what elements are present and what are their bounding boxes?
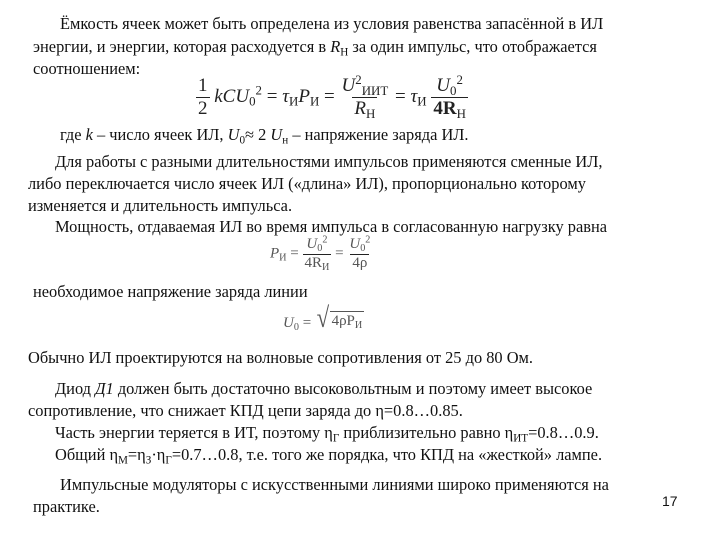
subscript: ИИТ bbox=[361, 82, 389, 98]
paragraph-2-line-1 bbox=[55, 152, 602, 172]
fraction-u0-over-4r bbox=[303, 234, 332, 273]
text: либо переключается число ячеек ИЛ («длина» ИЛ), пропорционально которому bbox=[28, 174, 586, 193]
superscript: 2 bbox=[355, 71, 362, 87]
text: Диод bbox=[55, 379, 96, 398]
tau-symbol: τ bbox=[410, 85, 418, 107]
tau-symbol: τ bbox=[282, 85, 290, 107]
denominator bbox=[350, 254, 369, 272]
equals: = bbox=[324, 85, 335, 107]
text: где bbox=[60, 125, 86, 144]
fraction-u-over-r bbox=[340, 71, 391, 121]
u-symbol: U bbox=[270, 125, 283, 144]
voltage-symbol: U bbox=[436, 75, 451, 96]
kcu-term: kCU bbox=[214, 85, 250, 107]
where-line bbox=[60, 125, 469, 145]
text: соотношением: bbox=[33, 59, 141, 78]
denominator bbox=[352, 97, 377, 119]
text: ≈ 2 bbox=[245, 125, 271, 144]
text: 4ρP bbox=[331, 313, 355, 329]
voltage-equation bbox=[283, 305, 364, 334]
k-symbol: k bbox=[85, 125, 93, 144]
radicand bbox=[330, 311, 365, 330]
superscript: 2 bbox=[322, 234, 328, 246]
text: изменяется и длительность импульса. bbox=[28, 196, 293, 215]
paragraph-1-line-1 bbox=[60, 14, 603, 34]
text: =η bbox=[127, 445, 146, 464]
denominator bbox=[431, 97, 468, 119]
radical-sign: √ bbox=[316, 303, 329, 334]
voltage-symbol: U bbox=[306, 236, 318, 252]
text: =0.7…0.8, т.е. того же порядка, что КПД на «жесткой» лампе. bbox=[171, 445, 603, 464]
subscript: 0 bbox=[317, 243, 323, 255]
paragraph-4-line bbox=[33, 282, 308, 302]
text: Общий η bbox=[55, 445, 119, 464]
voltage-symbol: U bbox=[349, 236, 361, 252]
paragraph-7-line-2 bbox=[55, 445, 602, 465]
paragraph-2-line-3 bbox=[28, 196, 292, 216]
text: =0.8…0.9. bbox=[528, 423, 599, 442]
denominator: 2 bbox=[198, 97, 208, 119]
u-symbol: U bbox=[227, 125, 240, 144]
numerator: 1 bbox=[198, 75, 208, 96]
subscript: И bbox=[417, 93, 427, 109]
energy-equation bbox=[196, 71, 468, 121]
equals: = bbox=[394, 85, 406, 107]
subscript: н bbox=[282, 134, 289, 147]
power-symbol: P bbox=[298, 85, 310, 107]
equals: = bbox=[335, 245, 344, 262]
numerator bbox=[347, 234, 372, 255]
paragraph-5-line bbox=[28, 348, 533, 368]
fraction-u0-over-4r bbox=[431, 71, 468, 121]
paragraph-7-line-1 bbox=[55, 423, 599, 443]
subscript: Н bbox=[456, 105, 466, 121]
page-number: 17 bbox=[662, 493, 678, 509]
text: сопротивление, что снижает КПД цепи заряда до η=0.8…0.85. bbox=[28, 401, 463, 420]
voltage-symbol: U bbox=[283, 315, 294, 331]
text: Импульсные модуляторы с искусственными линиями широко применяются на bbox=[60, 475, 609, 494]
resistance-symbol: R bbox=[354, 97, 366, 119]
text: Ёмкость ячеек может быть определена из условия равенства запасённой в ИЛ bbox=[60, 14, 604, 33]
numerator bbox=[304, 234, 329, 255]
four-r: 4R bbox=[304, 254, 323, 271]
power-equation bbox=[270, 234, 372, 273]
power-symbol: P bbox=[270, 245, 280, 262]
paragraph-8-line-1 bbox=[60, 475, 609, 495]
subscript: 0 bbox=[249, 93, 256, 109]
text: Мощность, отдаваемая ИЛ во время импульса в согласованную нагрузку равна bbox=[55, 217, 608, 236]
numerator bbox=[434, 71, 465, 98]
subscript: И bbox=[279, 252, 287, 264]
text: практике. bbox=[33, 497, 100, 516]
equals: = bbox=[266, 85, 278, 107]
fraction-one-half bbox=[196, 76, 210, 119]
text: ·η bbox=[151, 445, 166, 464]
subscript: И bbox=[354, 320, 363, 332]
subscript: И bbox=[322, 261, 330, 273]
denominator bbox=[303, 254, 332, 272]
subscript: Н bbox=[366, 105, 376, 121]
subscript: 0 bbox=[450, 82, 457, 98]
text: должен быть достаточно высоковольтным и поэтому имеет высокое bbox=[113, 379, 593, 398]
text: необходимое напряжение заряда линии bbox=[33, 282, 308, 301]
subscript: З bbox=[145, 454, 152, 467]
subscript: 0 bbox=[239, 134, 246, 147]
subscript: Н bbox=[340, 46, 349, 59]
subscript: М bbox=[118, 454, 128, 467]
superscript: 2 bbox=[365, 234, 371, 246]
four-rho: 4ρ bbox=[352, 254, 368, 271]
voltage-symbol: U bbox=[341, 75, 356, 96]
fraction-u0-over-4rho bbox=[347, 234, 372, 272]
text: за один импульс, что отображается bbox=[348, 37, 597, 56]
text: – напряжение заряда ИЛ. bbox=[288, 125, 469, 144]
text: Обычно ИЛ проектируются на волновые сопротивления от 25 до 80 Ом. bbox=[28, 348, 534, 367]
subscript: 0 bbox=[360, 243, 366, 255]
numerator bbox=[340, 71, 391, 98]
equals: = bbox=[302, 315, 312, 331]
subscript: И bbox=[309, 93, 320, 109]
paragraph-3-line-1 bbox=[55, 217, 607, 237]
text: Для работы с разными длительностями импульсов применяются сменные ИЛ, bbox=[55, 152, 603, 171]
equals: = bbox=[290, 245, 299, 262]
subscript: 0 bbox=[293, 322, 299, 334]
paragraph-1-line-2 bbox=[33, 37, 597, 57]
four-r: 4R bbox=[433, 97, 457, 119]
paragraph-6-line-2 bbox=[28, 401, 463, 421]
subscript: ИТ bbox=[513, 432, 529, 445]
paragraph-6-line-1 bbox=[55, 379, 592, 399]
paragraph-8-line-2 bbox=[33, 497, 100, 517]
paragraph-1-line-3 bbox=[33, 59, 140, 79]
subscript: И bbox=[289, 93, 299, 109]
superscript: 2 bbox=[255, 82, 262, 98]
paragraph-2-line-2 bbox=[28, 174, 586, 194]
text: – число ячеек ИЛ, bbox=[92, 125, 228, 144]
square-root bbox=[315, 305, 364, 334]
subscript: Г bbox=[165, 454, 172, 467]
superscript: 2 bbox=[456, 71, 463, 87]
diode-label: Д1 bbox=[95, 379, 114, 398]
resistance-symbol: R bbox=[330, 37, 341, 56]
text: Часть энергии теряется в ИТ, поэтому η bbox=[55, 423, 333, 442]
text: приблизительно равно η bbox=[339, 423, 514, 442]
text: энергии, и энергии, которая расходуется в bbox=[33, 37, 331, 56]
subscript: Г bbox=[332, 432, 340, 445]
